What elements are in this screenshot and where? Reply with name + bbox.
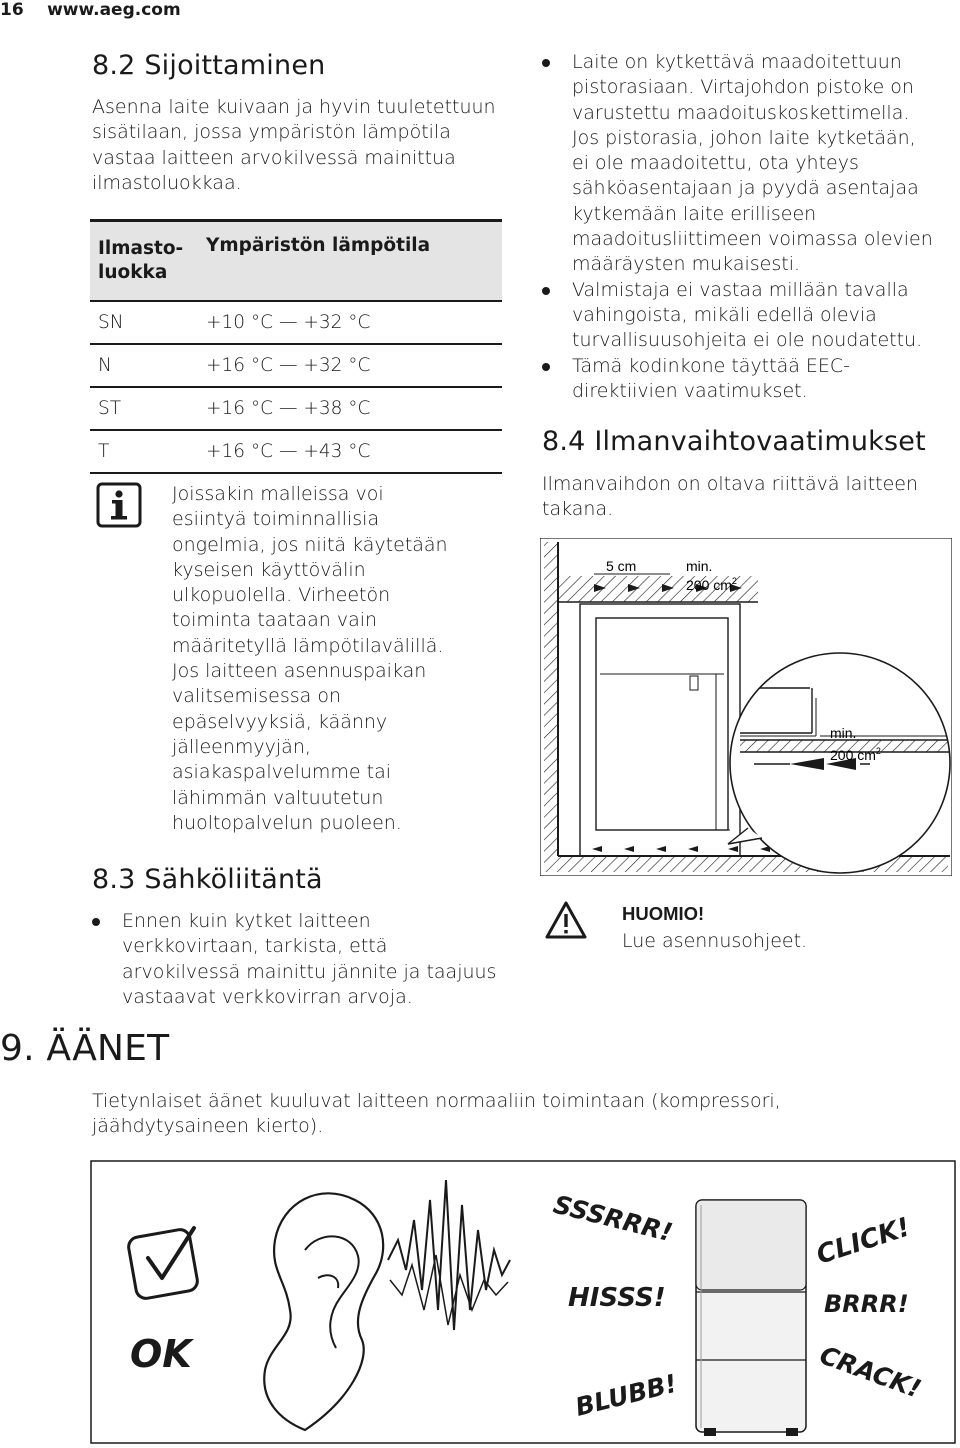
bullet-line: Ennen kuin kytket laitteen <box>122 910 371 932</box>
right-column-bullets <box>540 50 955 404</box>
table-row <box>90 430 502 473</box>
info-line: asiakaspalvelumme tai <box>172 761 392 784</box>
area-top-value: 200 $cm^2$ <box>686 576 737 593</box>
ear-icon <box>264 1193 383 1430</box>
bullet-line: pistorasiaan. Virtajohdon pistoke on <box>572 76 914 99</box>
bullet-line: varustettu maadoituskoskettimella. <box>572 101 910 124</box>
intro-line: Ilmanvaihdon on oltava riittävä laitteen <box>542 473 919 495</box>
bullet-item <box>540 354 955 405</box>
bullet-item <box>90 909 496 1010</box>
wall <box>544 542 558 872</box>
sound-brrr: BRRR! <box>824 1290 909 1318</box>
table-cell-class: N <box>90 344 198 387</box>
climate-class-table <box>90 219 502 474</box>
table-cell-range: +16 °C — +38 °C <box>198 387 502 430</box>
table-cell-class: T <box>90 430 198 473</box>
bullet-item <box>540 278 955 354</box>
bullet-line: ei ole maadoitettu, ota yhteys <box>572 152 859 175</box>
table-cell-range: +16 °C — +32 °C <box>198 344 502 387</box>
bullet-line: direktiivien vaatimukset. <box>572 379 808 402</box>
ventilation-diagram <box>540 538 952 876</box>
info-line: ulkopuolella. Virheetön <box>172 584 391 607</box>
info-line: ongelmia, jos niitä käytetään <box>172 533 448 556</box>
table-cell-range: +16 °C — +43 °C <box>198 430 502 473</box>
area-bottom-min: min. <box>830 725 857 741</box>
sound-blubb: BLUBB! <box>572 1368 680 1422</box>
intro-line: vastaa laitteen arvokilvessä mainittua <box>92 146 456 169</box>
info-line: valitsemisessa on <box>172 685 342 708</box>
bullet-line: vahingoista, mikäli edellä olevia <box>572 303 877 326</box>
warning-text: Lue asennusohjeet. <box>622 930 808 952</box>
sound-click: CLICK! <box>812 1212 914 1271</box>
section-8-2-title: 8.2 Sijoittaminen <box>92 50 326 81</box>
info-line: lähimmän valtuutetun <box>172 786 384 809</box>
section-8-3-title: 8.3 Sähköliitäntä <box>92 864 323 895</box>
sounds-illustration <box>90 1160 956 1444</box>
section-8-3-bullets <box>90 909 496 1010</box>
info-line: jälleenmyyjän, <box>172 735 311 758</box>
table-cell-class: SN <box>90 301 198 344</box>
appliance <box>596 618 728 830</box>
warning-icon <box>544 900 588 940</box>
section-8-4-title: 8.4 Ilmanvaihtovaatimukset <box>542 426 926 457</box>
header-line: luokka <box>98 262 168 283</box>
section-8-4-intro <box>542 472 918 523</box>
sound-sssrrr: SSSRRR! <box>550 1189 676 1248</box>
ok-label: OK <box>130 1332 192 1376</box>
info-line: kyseisen käyttövälin <box>172 558 366 581</box>
intro-line: takana. <box>542 498 614 521</box>
warning-title: HUOMIO! <box>622 903 705 924</box>
check-icon <box>127 1228 199 1300</box>
sound-crack: CRACK! <box>815 1340 925 1404</box>
info-icon <box>96 482 142 528</box>
gap-label: 5 cm <box>606 558 637 574</box>
bullet-line: Laite on kytkettävä maadoitettuun <box>572 51 902 73</box>
sound-hisss: HISSS! <box>568 1283 666 1313</box>
info-line: epäselvyyksiä, käänny <box>172 710 388 733</box>
section-9-text <box>92 1089 781 1140</box>
table-row <box>90 387 502 430</box>
intro-line: sisätilaan, jossa ympäristön lämpötila <box>92 121 451 144</box>
info-line: määritetyllä lämpötilavälillä. <box>172 634 444 657</box>
bullet-line: Jos pistorasia, johon laite kytketään, <box>572 126 916 149</box>
page-number: 16 <box>0 0 24 20</box>
bullet-line: arvokilvessä mainittu jännite ja taajuus <box>122 960 497 983</box>
info-line: Jos laitteen asennuspaikan <box>172 660 427 683</box>
bullet-line: sähköasentajaan ja pyydä asentajaa <box>572 177 919 200</box>
fridge-icon <box>696 1200 806 1436</box>
table-header-temperature: Ympäristön lämpötila <box>198 221 502 302</box>
area-top-min: min. <box>686 558 713 574</box>
header-line: Ilmasto- <box>98 238 184 259</box>
sound-wave <box>388 1180 510 1330</box>
table-cell-class: ST <box>90 387 198 430</box>
bullet-line: vastaavat verkkovirran arvoja. <box>122 985 413 1008</box>
info-line: esiintyä toiminnallisia <box>172 508 380 531</box>
table-row <box>90 301 502 344</box>
info-line: toiminta taataan vain <box>172 609 378 632</box>
info-line: Joissakin malleissa voi <box>172 483 384 505</box>
text-line: jäähdytysaineen kierto). <box>92 1115 324 1138</box>
section-9-title: 9. ÄÄNET <box>0 1028 170 1069</box>
intro-line: ilmastoluokkaa. <box>92 171 242 194</box>
bullet-line: Valmistaja ei vastaa millään tavalla <box>572 278 909 301</box>
bullet-line: määräysten mukaisesti. <box>572 253 801 276</box>
table-header-class <box>90 221 198 302</box>
intro-line: Asenna laite kuivaan ja hyvin tuuletettuun <box>92 96 496 118</box>
header-url: www.aeg.com <box>47 0 181 20</box>
bullet-line: turvallisuusohjeita ei ole noudatettu. <box>572 329 923 352</box>
bullet-item <box>540 50 955 278</box>
area-bottom-value: 200 $cm^2$ <box>830 746 881 763</box>
page-header <box>0 0 181 20</box>
bullet-line: maadoitusliittimeen voimassa olevien <box>572 228 933 251</box>
bullet-line: Tämä kodinkone täyttää EEC- <box>572 354 851 377</box>
text-line: Tietynlaiset äänet kuuluvat laitteen normaaliin toimintaan (kompressori, <box>92 1090 781 1112</box>
table-row <box>90 344 502 387</box>
info-note <box>172 482 448 836</box>
table-header-row <box>90 221 502 302</box>
table-cell-range: +10 °C — +32 °C <box>198 301 502 344</box>
section-8-2-intro <box>92 95 496 196</box>
info-line: huoltopalvelun puoleen. <box>172 811 402 834</box>
bullet-line: verkkovirtaan, tarkista, että <box>122 935 388 958</box>
bullet-line: kytkemään laite erilliseen <box>572 202 817 225</box>
